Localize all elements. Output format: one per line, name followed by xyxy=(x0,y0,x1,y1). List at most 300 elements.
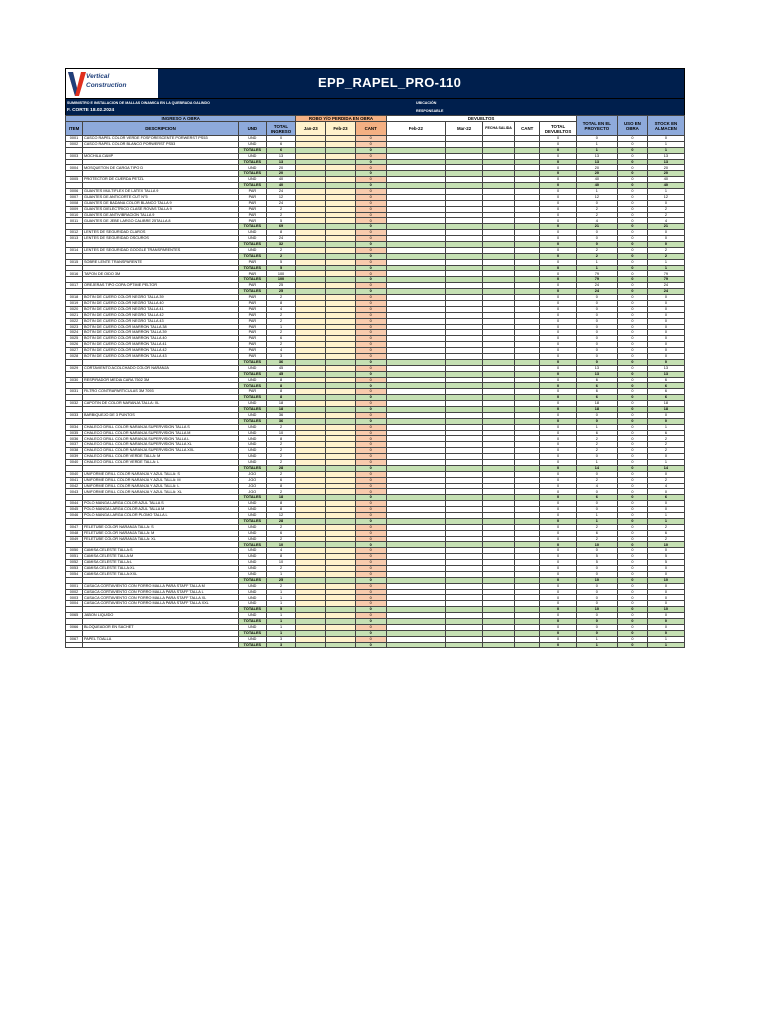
total-proyecto: 0 xyxy=(576,359,617,365)
cell-total-devueltos: 0 xyxy=(540,236,576,242)
cell-item: 0024 xyxy=(66,330,83,336)
cell-total-proyecto: 0 xyxy=(576,501,617,507)
total-ingreso: 32 xyxy=(266,242,296,248)
total-proyecto: 10 xyxy=(576,607,617,613)
cell-total-proyecto: 4 xyxy=(576,483,617,489)
cell-total-devueltos: 0 xyxy=(540,218,576,224)
totals-label: TOTALES xyxy=(239,630,267,636)
cell-uso-obra: 0 xyxy=(618,318,648,324)
cell-descripcion: CASCO RAPEL COLOR BLANCO PORWERST PS53 xyxy=(82,141,238,147)
inventory-body xyxy=(66,136,685,648)
total-proyecto: 1 xyxy=(576,642,617,648)
cell-item: 0008 xyxy=(66,200,83,206)
total-stock: 0 xyxy=(647,359,684,365)
total-stock: 10 xyxy=(647,607,684,613)
cell-cant: 0 xyxy=(355,312,386,318)
total-cant: 0 xyxy=(355,406,386,412)
cell-und: UND xyxy=(239,513,267,519)
cell-uso-obra: 0 xyxy=(618,377,648,383)
cell-cant: 0 xyxy=(355,513,386,519)
cell-descripcion: LENTES DE SEGURIDAD GOOGLE TRANSPARENTES xyxy=(82,247,238,253)
cell-stock: 5 xyxy=(647,554,684,560)
total-cant: 0 xyxy=(355,265,386,271)
cell-item: 0003 xyxy=(66,153,83,159)
totals-label: TOTALES xyxy=(239,395,267,401)
total-mar22 xyxy=(446,642,483,648)
cell-total-proyecto: 12 xyxy=(576,194,617,200)
total-cant: 0 xyxy=(355,224,386,230)
cell-total-devueltos: 0 xyxy=(540,430,576,436)
cell-total-proyecto: 0 xyxy=(576,330,617,336)
cell-und: UND xyxy=(239,153,267,159)
total-uso-obra: 0 xyxy=(618,619,648,625)
cell-stock: 0 xyxy=(647,571,684,577)
cell-item: 0045 xyxy=(66,507,83,513)
cell-stock: 0 xyxy=(647,342,684,348)
total-uso-obra: 0 xyxy=(618,542,648,548)
cell-und: PAR xyxy=(239,389,267,395)
cell-total-devueltos: 0 xyxy=(540,412,576,418)
totals-label: TOTALES xyxy=(239,242,267,248)
cell-und: PAR xyxy=(239,312,267,318)
cell-und: PAR xyxy=(239,189,267,195)
cell-total-devueltos: 0 xyxy=(540,141,576,147)
cell-descripcion: BOTIN DE CUERO COLOR MARRON TALLA 42 xyxy=(82,348,238,354)
cell-descripcion: CHALECO DRILL COLOR NARANJA SUPERVISION TALLA S xyxy=(82,424,238,430)
cell-uso-obra: 0 xyxy=(618,471,648,477)
cell-total-ingreso: 13 xyxy=(266,153,296,159)
cell-cant: 0 xyxy=(355,613,386,619)
cell-descripcion: FILTRO CONTRAPARTICULAS 3M 7093 xyxy=(82,389,238,395)
cell-uso-obra: 0 xyxy=(618,194,648,200)
cell-descripcion: JABON LIQUIDO xyxy=(82,613,238,619)
cell-cant: 0 xyxy=(355,194,386,200)
cell-total-devueltos: 0 xyxy=(540,306,576,312)
cell-cant: 0 xyxy=(355,636,386,642)
cell-stock: 0 xyxy=(647,507,684,513)
cell-descripcion: GUANTES DE ANTICORTE CUT N°5 xyxy=(82,194,238,200)
total-uso-obra: 0 xyxy=(618,289,648,295)
col-stock: STOCK EN ALMACEN xyxy=(647,116,684,136)
total-devueltos: 0 xyxy=(540,253,576,259)
cell-descripcion: BOTIN DE CUERO COLOR MARRON TALLA 41 xyxy=(82,342,238,348)
cell-descripcion: GUANTES MULTIFLEX DE LATEX TALLA 9 xyxy=(82,189,238,195)
total-uso-obra: 0 xyxy=(618,406,648,412)
cell-total-ingreso: 2 xyxy=(266,212,296,218)
col-feb22: Feb-22 xyxy=(386,122,445,136)
cell-total-devueltos: 0 xyxy=(540,501,576,507)
cell-total-devueltos: 0 xyxy=(540,342,576,348)
total-ingreso: 36 xyxy=(266,359,296,365)
cell-item: 0009 xyxy=(66,206,83,212)
total-ingreso: 36 xyxy=(266,418,296,424)
cell-uso-obra: 0 xyxy=(618,613,648,619)
cell-total-proyecto: 6 xyxy=(576,389,617,395)
cell-total-devueltos: 0 xyxy=(540,165,576,171)
cell-cant: 0 xyxy=(355,566,386,572)
cell-descripcion: BOTIN DE CUERO COLOR NEGRO TALLA 39 xyxy=(82,295,238,301)
cell-und: UND xyxy=(239,536,267,542)
total-stock: 2 xyxy=(647,253,684,259)
total-devueltos: 0 xyxy=(540,359,576,365)
cell-und: PAR xyxy=(239,194,267,200)
total-ingreso: 8 xyxy=(266,395,296,401)
cell-total-proyecto: 4 xyxy=(576,218,617,224)
cell-total-ingreso: 2 xyxy=(266,318,296,324)
cell-total-ingreso: 12 xyxy=(266,513,296,519)
cell-total-ingreso: 2 xyxy=(266,295,296,301)
cell-cant: 0 xyxy=(355,336,386,342)
cell-descripcion: BOTIN DE CUERO COLOR NEGRO TALLA 43 xyxy=(82,318,238,324)
company-logo xyxy=(66,69,158,98)
cell-descripcion: POLO MANGA LARGA COLOR AZUL TALLA S xyxy=(82,501,238,507)
cell-total-ingreso: 8 xyxy=(266,377,296,383)
total-ingreso: 28 xyxy=(266,465,296,471)
total-ingreso: 8 xyxy=(266,383,296,389)
totals-label: TOTALES xyxy=(239,642,267,648)
cell-item: 0004 xyxy=(66,601,83,607)
cell-stock: 2 xyxy=(647,524,684,530)
total-stock: 0 xyxy=(647,418,684,424)
cell-cant: 0 xyxy=(355,271,386,277)
total-uso-obra: 0 xyxy=(618,242,648,248)
logo-text-vertical: Vertical xyxy=(86,73,110,80)
cell-stock: 0 xyxy=(647,295,684,301)
cell-total-proyecto: 2 xyxy=(576,477,617,483)
cell-item: 0007 xyxy=(66,194,83,200)
cell-uso-obra: 0 xyxy=(618,454,648,460)
cell-cant: 0 xyxy=(355,530,386,536)
cell-total-devueltos: 0 xyxy=(540,336,576,342)
cell-item: 0048 xyxy=(66,530,83,536)
cell-und: PAR xyxy=(239,259,267,265)
cell-total-proyecto: 20 xyxy=(576,165,617,171)
cell-uso-obra: 0 xyxy=(618,200,648,206)
total-proyecto: 1 xyxy=(576,518,617,524)
cell-total-proyecto: 18 xyxy=(576,401,617,407)
cell-cant: 0 xyxy=(355,318,386,324)
cell-total-devueltos: 0 xyxy=(540,448,576,454)
total-stock: 6 xyxy=(647,395,684,401)
cell-item: 0065 xyxy=(66,613,83,619)
cell-und: PAR xyxy=(239,206,267,212)
total-ingreso: 5 xyxy=(266,265,296,271)
cell-uso-obra: 0 xyxy=(618,212,648,218)
cell-und: UND xyxy=(239,560,267,566)
cell-descripcion: CASACA CORTAVIENTO CON FORRO MALLA PARA STAFF TALLA M xyxy=(82,583,238,589)
cell-total-ingreso: 2 xyxy=(266,583,296,589)
total-cant: 0 xyxy=(355,619,386,625)
cell-total-ingreso: 8 xyxy=(266,554,296,560)
cell-cant: 0 xyxy=(355,624,386,630)
total-cant: 0 xyxy=(355,242,386,248)
cell-uso-obra: 0 xyxy=(618,271,648,277)
totals-label: TOTALES xyxy=(239,183,267,189)
cell-und: UND xyxy=(239,501,267,507)
cell-und: PAR xyxy=(239,306,267,312)
cell-uso-obra: 0 xyxy=(618,477,648,483)
cell-total-proyecto: 40 xyxy=(576,177,617,183)
cell-total-devueltos: 0 xyxy=(540,548,576,554)
cell-item: 0036 xyxy=(66,436,83,442)
cell-total-proyecto: 0 xyxy=(576,624,617,630)
total-devueltos: 0 xyxy=(540,289,576,295)
cell-und: UND xyxy=(239,436,267,442)
total-proyecto: 18 xyxy=(576,406,617,412)
total-uso-obra: 0 xyxy=(618,495,648,501)
total-stock: 1 xyxy=(647,147,684,153)
cell-und: JGO xyxy=(239,483,267,489)
cell-cant: 0 xyxy=(355,330,386,336)
cell-total-proyecto: 1 xyxy=(576,636,617,642)
cell-und: UND xyxy=(239,247,267,253)
group-header-robo: ROBO Y/O PERDIDA EN OBRA xyxy=(296,116,386,122)
cell-cant: 0 xyxy=(355,153,386,159)
cell-stock: 13 xyxy=(647,153,684,159)
cell-cant: 0 xyxy=(355,489,386,495)
totals-label: TOTALES xyxy=(239,224,267,230)
cell-total-proyecto: 0 xyxy=(576,312,617,318)
inventory-table xyxy=(65,115,685,648)
col-jan23: Jan-23 xyxy=(296,122,326,136)
total-stock: 18 xyxy=(647,406,684,412)
cell-cant: 0 xyxy=(355,501,386,507)
cell-total-devueltos: 0 xyxy=(540,424,576,430)
total-cant: 0 xyxy=(355,171,386,177)
cell-descripcion: CHALECO DRILL COLOR NARANJA SUPERVISION TALLA L xyxy=(82,436,238,442)
cell-total-devueltos: 0 xyxy=(540,530,576,536)
cell-total-proyecto: 6 xyxy=(576,530,617,536)
cell-uso-obra: 0 xyxy=(618,153,648,159)
cell-descripcion: GUANTES DE BADANA COLOR BLANCO TALLA 9 xyxy=(82,200,238,206)
cell-total-proyecto: 0 xyxy=(576,200,617,206)
total-cant: 0 xyxy=(355,518,386,524)
cell-item: 0014 xyxy=(66,247,83,253)
cell-total-ingreso: 2 xyxy=(266,342,296,348)
total-uso-obra: 0 xyxy=(618,171,648,177)
cell-total-devueltos: 0 xyxy=(540,536,576,542)
cell-uso-obra: 0 xyxy=(618,165,648,171)
total-uso-obra: 0 xyxy=(618,371,648,377)
cell-item: 0067 xyxy=(66,636,83,642)
total-uso-obra: 0 xyxy=(618,418,648,424)
col-total-proyecto: TOTAL EN EL PROYECTO xyxy=(576,116,617,136)
total-devueltos: 0 xyxy=(540,159,576,165)
cell-total-proyecto: 1 xyxy=(576,259,617,265)
cell-cant: 0 xyxy=(355,300,386,306)
cell-cant: 0 xyxy=(355,430,386,436)
cell-stock: 2 xyxy=(647,448,684,454)
total-devueltos: 0 xyxy=(540,224,576,230)
cell-total-proyecto: 1 xyxy=(576,513,617,519)
total-feb22 xyxy=(386,642,445,648)
total-stock: 6 xyxy=(647,383,684,389)
total-ingreso: 45 xyxy=(266,371,296,377)
cell-item: 0003 xyxy=(66,595,83,601)
cell-item: 0005 xyxy=(66,177,83,183)
cell-und: UND xyxy=(239,448,267,454)
cell-total-devueltos: 0 xyxy=(540,177,576,183)
cell-cant: 0 xyxy=(355,377,386,383)
cell-stock: 1 xyxy=(647,636,684,642)
cell-total-ingreso: 5 xyxy=(266,218,296,224)
total-uso-obra: 0 xyxy=(618,253,648,259)
cell-und: UND xyxy=(239,401,267,407)
cell-total-devueltos: 0 xyxy=(540,295,576,301)
cell-cant: 0 xyxy=(355,401,386,407)
cell-und: PAR xyxy=(239,300,267,306)
cell-total-proyecto: 1 xyxy=(576,141,617,147)
total-proyecto: 24 xyxy=(576,289,617,295)
cell-stock: 0 xyxy=(647,471,684,477)
cell-und: UND xyxy=(239,589,267,595)
total-devueltos: 0 xyxy=(540,395,576,401)
cell-total-devueltos: 0 xyxy=(540,259,576,265)
cell-und: UND xyxy=(239,430,267,436)
cell-descripcion: CAMISA CELESTE TALLA:XL xyxy=(82,566,238,572)
cell-total-proyecto: 0 xyxy=(576,613,617,619)
total-devueltos: 0 xyxy=(540,642,576,648)
cell-total-proyecto: 0 xyxy=(576,589,617,595)
total-uso-obra: 0 xyxy=(618,224,648,230)
totals-label: TOTALES xyxy=(239,289,267,295)
cell-descripcion: GUANTES DE ANTIVIBRACION TALLA 9 xyxy=(82,212,238,218)
cell-total-devueltos: 0 xyxy=(540,247,576,253)
total-devueltos: 0 xyxy=(540,406,576,412)
cell-item: 0001 xyxy=(66,136,83,142)
cell-und: PAR xyxy=(239,353,267,359)
cell-total-ingreso: 8 xyxy=(266,501,296,507)
cell-uso-obra: 0 xyxy=(618,353,648,359)
cell-total-devueltos: 0 xyxy=(540,212,576,218)
cell-uso-obra: 0 xyxy=(618,601,648,607)
cell-total-devueltos: 0 xyxy=(540,595,576,601)
total-proyecto: 10 xyxy=(576,577,617,583)
cell-cant: 0 xyxy=(355,230,386,236)
cell-uso-obra: 0 xyxy=(618,348,648,354)
total-devueltos: 0 xyxy=(540,619,576,625)
cell-descripcion: CHALECO DRILL COLOR NARANJA SUPERVISION TALLA XXL xyxy=(82,448,238,454)
cell-total-ingreso: 6 xyxy=(266,530,296,536)
cell-uso-obra: 0 xyxy=(618,430,648,436)
total-cant: 0 xyxy=(355,495,386,501)
cell-cant: 0 xyxy=(355,507,386,513)
cell-total-ingreso: 2 xyxy=(266,448,296,454)
cell-stock: 0 xyxy=(647,336,684,342)
total-proyecto: 1 xyxy=(576,147,617,153)
total-proyecto: 14 xyxy=(576,465,617,471)
total-devueltos: 0 xyxy=(540,577,576,583)
total-cant: 0 xyxy=(355,395,386,401)
cell-descripcion: RESPIRADOR MEDIA CARA 7502 3M xyxy=(82,377,238,383)
total-ingreso: 20 xyxy=(266,171,296,177)
cell-cant: 0 xyxy=(355,454,386,460)
total-uso-obra: 0 xyxy=(618,359,648,365)
cell-cant: 0 xyxy=(355,353,386,359)
cell-descripcion: POLO MANGA LARGA COLOR AZUL TALLA M xyxy=(82,507,238,513)
cell-item: 0038 xyxy=(66,448,83,454)
cell-total-proyecto: 0 xyxy=(576,236,617,242)
cell-uso-obra: 0 xyxy=(618,141,648,147)
col-und: UND xyxy=(239,122,267,136)
cell-descripcion: BOTIN DE CUERO COLOR NEGRO TALLA 40 xyxy=(82,300,238,306)
cell-descripcion: BOTIN DE CUERO COLOR MARRON TALLA 38 xyxy=(82,324,238,330)
cell-total-proyecto: 0 xyxy=(576,489,617,495)
cell-und: PAR xyxy=(239,318,267,324)
cell-total-devueltos: 0 xyxy=(540,513,576,519)
total-cant-devuelto xyxy=(515,642,540,648)
cell-total-ingreso: 10 xyxy=(266,560,296,566)
cell-item: 0033 xyxy=(66,412,83,418)
totals-label: TOTALES xyxy=(239,159,267,165)
responsible-label: RESPONSABLE xyxy=(416,109,444,113)
cell-descripcion: TAPON DE OIDO 3M xyxy=(82,271,238,277)
cell-stock: 2 xyxy=(647,206,684,212)
cell-item: 0032 xyxy=(66,401,83,407)
cell-descripcion: MOCHILA CAMP xyxy=(82,153,238,159)
cell-descripcion: CAMISA CELESTE TALLA:L xyxy=(82,560,238,566)
cell-total-devueltos: 0 xyxy=(540,283,576,289)
cell-item: 0016 xyxy=(66,271,83,277)
totals-label: TOTALES xyxy=(239,406,267,412)
cell-und: UND xyxy=(239,442,267,448)
cell-stock: 0 xyxy=(647,136,684,142)
cell-item: 0039 xyxy=(66,454,83,460)
cell-und: UND xyxy=(239,601,267,607)
cell-item: 0040 xyxy=(66,471,83,477)
totals-row xyxy=(66,642,685,648)
cell-total-ingreso: 3 xyxy=(266,636,296,642)
cell-uso-obra: 0 xyxy=(618,177,648,183)
cell-total-devueltos: 0 xyxy=(540,200,576,206)
cell-total-ingreso: 2 xyxy=(266,206,296,212)
cell-und: UND xyxy=(239,459,267,465)
total-stock: 10 xyxy=(647,577,684,583)
total-devueltos: 0 xyxy=(540,171,576,177)
cell-total-proyecto: 79 xyxy=(576,271,617,277)
cell-uso-obra: 0 xyxy=(618,442,648,448)
cell-total-proyecto: 2 xyxy=(576,524,617,530)
cell-uso-obra: 0 xyxy=(618,524,648,530)
cell-total-devueltos: 0 xyxy=(540,353,576,359)
total-proyecto: 2 xyxy=(576,253,617,259)
total-devueltos: 0 xyxy=(540,277,576,283)
total-stock: 13 xyxy=(647,159,684,165)
cell-item: 0030 xyxy=(66,377,83,383)
cell-uso-obra: 0 xyxy=(618,189,648,195)
cell-cant: 0 xyxy=(355,306,386,312)
cell-und: UND xyxy=(239,524,267,530)
sheet-title: EPP_RAPEL_PRO-110 xyxy=(318,75,462,90)
total-cant: 0 xyxy=(355,183,386,189)
cell-total-proyecto: 0 xyxy=(576,324,617,330)
cell-und: UND xyxy=(239,636,267,642)
cell-total-proyecto: 2 xyxy=(576,442,617,448)
cell-descripcion xyxy=(82,642,238,648)
cell-stock: 2 xyxy=(647,477,684,483)
totals-label: TOTALES xyxy=(239,171,267,177)
cell-descripcion: CORTAVIENTO ACOLCHADO COLOR NARANJA xyxy=(82,365,238,371)
cell-stock: 0 xyxy=(647,624,684,630)
total-stock: 20 xyxy=(647,171,684,177)
totals-label: TOTALES xyxy=(239,542,267,548)
total-devueltos: 0 xyxy=(540,183,576,189)
cell-stock: 0 xyxy=(647,595,684,601)
total-stock: 1 xyxy=(647,518,684,524)
cell-total-devueltos: 0 xyxy=(540,483,576,489)
cell-total-proyecto: 1 xyxy=(576,189,617,195)
cell-descripcion: CHALECO DRILL COLOR VERDE TALLA: L xyxy=(82,459,238,465)
